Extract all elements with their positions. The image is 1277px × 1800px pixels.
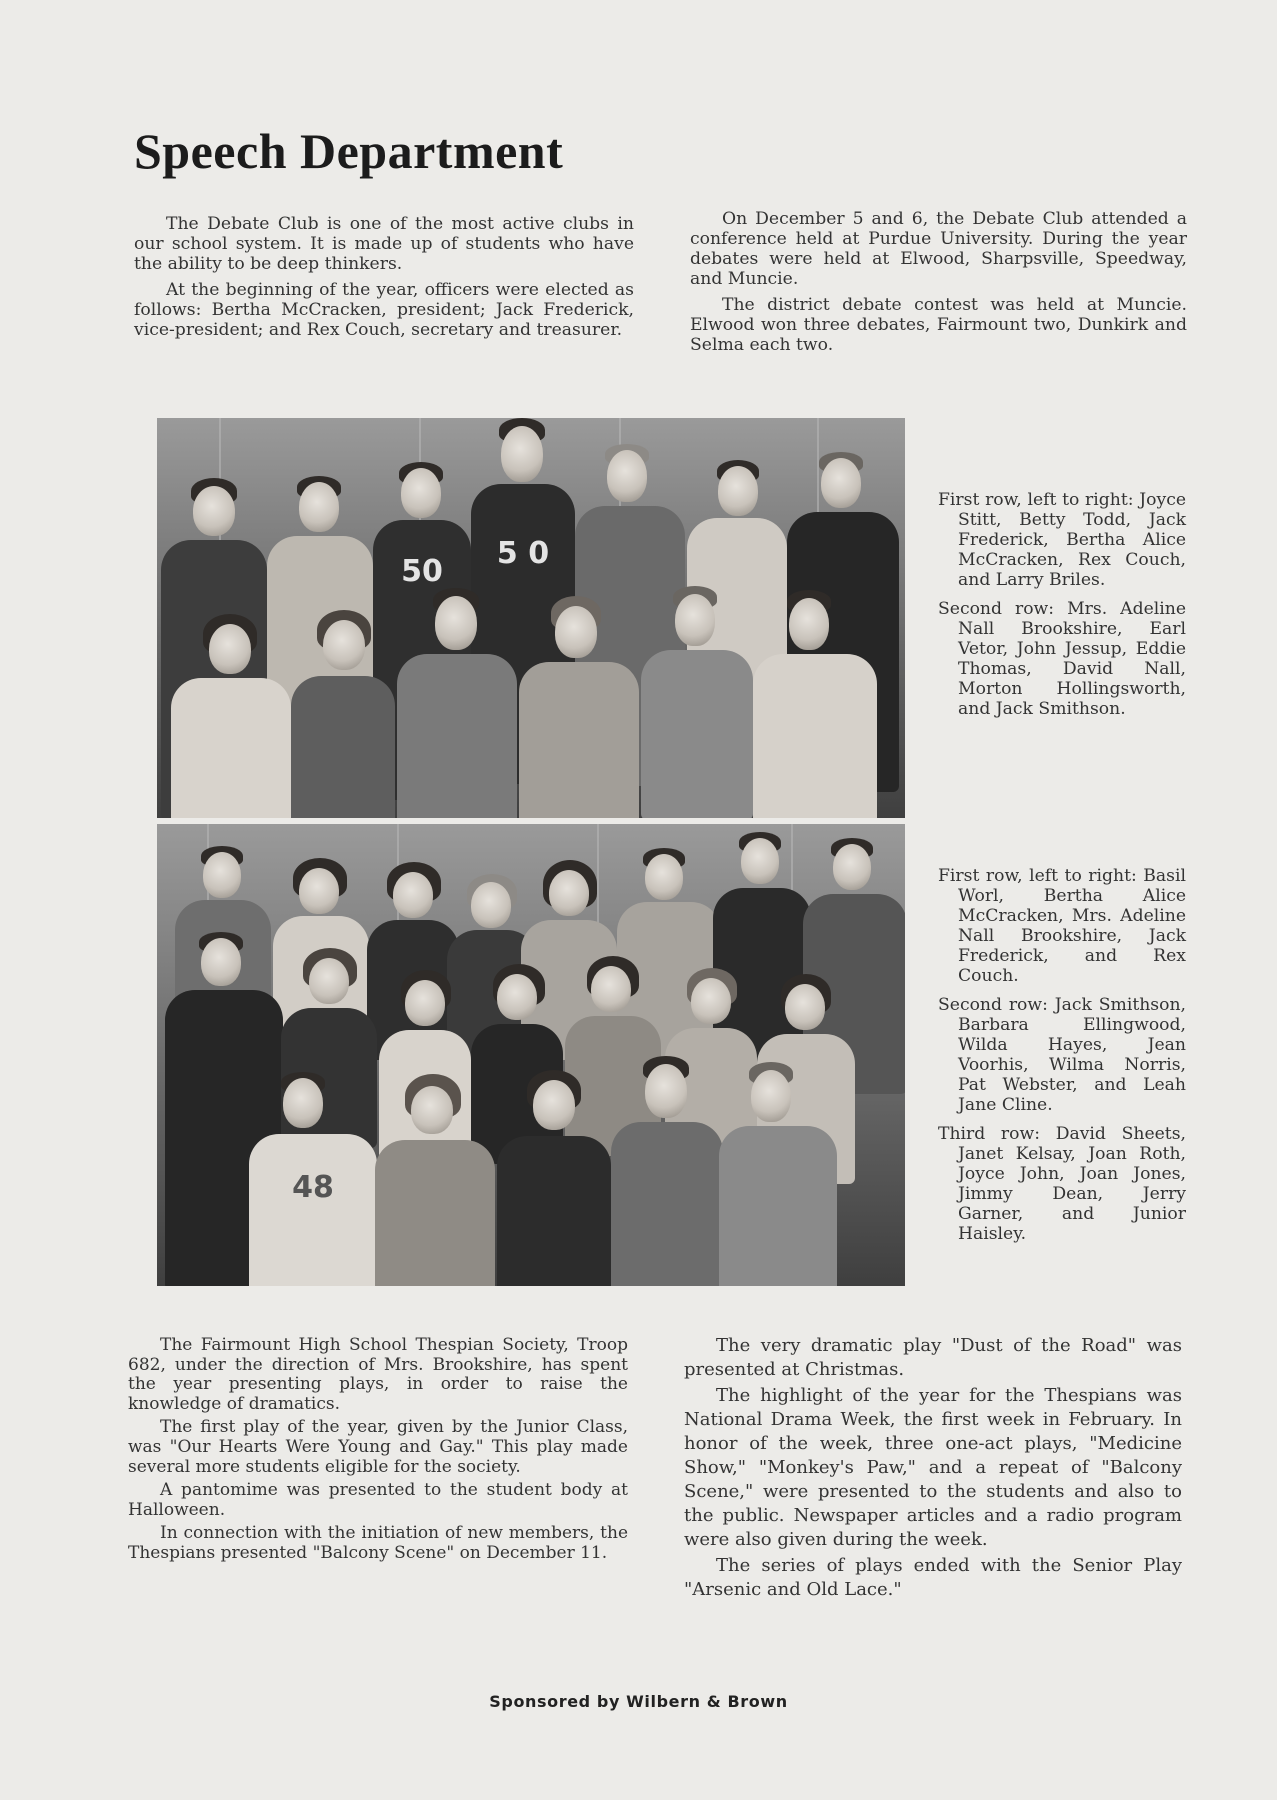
thespian-paragraph: A pantomime was presented to the student body at Halloween. xyxy=(128,1480,628,1520)
debate-paragraph: The district debate contest was held at Muncie. Elwood won three debates, Fairmount two, Dunkirk and Selma each two. xyxy=(690,295,1187,355)
debate-club-photo xyxy=(157,418,905,818)
jersey-number: 48 xyxy=(292,1170,334,1205)
thespian-paragraph: The highlight of the year for the Thespians was National Drama Week, the first week in February. In honor of the week, three one-act plays, "Medicine Show," "Monkey's Paw," and a repeat of "Balcony Scene," were presented to the students and also to the public. Newspaper articles and a radio program were also given during the week. xyxy=(684,1385,1182,1550)
caption-row: First row, left to right: Basil Worl, Bertha Alice McCracken, Mrs. Adeline Nall Brookshire, Jack Frederick, and Rex Couch. xyxy=(938,866,1186,986)
thespian-column-right xyxy=(684,1334,1182,1604)
jersey-number: 5 0 xyxy=(496,536,550,571)
thespian-paragraph: The series of plays ended with the Senior Play "Arsenic and Old Lace." xyxy=(684,1555,1182,1600)
sponsor-line: Sponsored by Wilbern & Brown xyxy=(489,1692,788,1711)
debate-paragraph: The Debate Club is one of the most active clubs in our school system. It is made up of students who have the ability to be deep thinkers. xyxy=(134,214,634,274)
debate-column-left xyxy=(134,214,634,346)
caption-row: Second row: Jack Smithson, Barbara Ellingwood, Wilda Hayes, Jean Voorhis, Wilma Norris, Pat Webster, and Leah Jane Cline. xyxy=(938,995,1186,1115)
caption-row: Second row: Mrs. Adeline Nall Brookshire, Earl Vetor, John Jessup, Eddie Thomas, David Nall, Morton Hollingsworth, and Jack Smithson. xyxy=(938,599,1186,719)
caption-row: First row, left to right: Joyce Stitt, Betty Todd, Jack Frederick, Bertha Alice McCracken, Rex Couch, and Larry Briles. xyxy=(938,490,1186,590)
caption-row: Third row: David Sheets, Janet Kelsay, Joan Roth, Joyce John, Joan Jones, Jimmy Dean, Jerry Garner, and Junior Haisley. xyxy=(938,1124,1186,1244)
thespian-paragraph: The Fairmount High School Thespian Society, Troop 682, under the direction of Mrs. Brookshire, has spent the year presenting plays, in order to raise the knowledge of dramatics. xyxy=(128,1335,628,1414)
debate-column-right xyxy=(690,209,1187,361)
thespian-column-left xyxy=(128,1336,628,1568)
jersey-number: 50 xyxy=(401,554,443,589)
debate-paragraph: On December 5 and 6, the Debate Club attended a conference held at Purdue University. During the year debates were held at Elwood, Sharpsville, Speedway, and Muncie. xyxy=(690,209,1187,289)
photo2-caption xyxy=(938,866,1186,1253)
debate-paragraph: At the beginning of the year, officers were elected as follows: Bertha McCracken, president; Jack Frederick, vice-president; and Rex Couch, secretary and treasurer. xyxy=(134,280,634,340)
thespian-paragraph: The very dramatic play "Dust of the Road" was presented at Christmas. xyxy=(684,1335,1182,1380)
thespian-paragraph: In connection with the initiation of new members, the Thespians presented "Balcony Scene" on December 11. xyxy=(128,1523,628,1563)
thespian-society-photo xyxy=(157,824,905,1286)
thespian-paragraph: The first play of the year, given by the Junior Class, was "Our Hearts Were Young and Gay." This play made several more students eligible for the society. xyxy=(128,1417,628,1477)
page-title: Speech Department xyxy=(134,123,564,179)
photo1-caption xyxy=(938,490,1186,728)
